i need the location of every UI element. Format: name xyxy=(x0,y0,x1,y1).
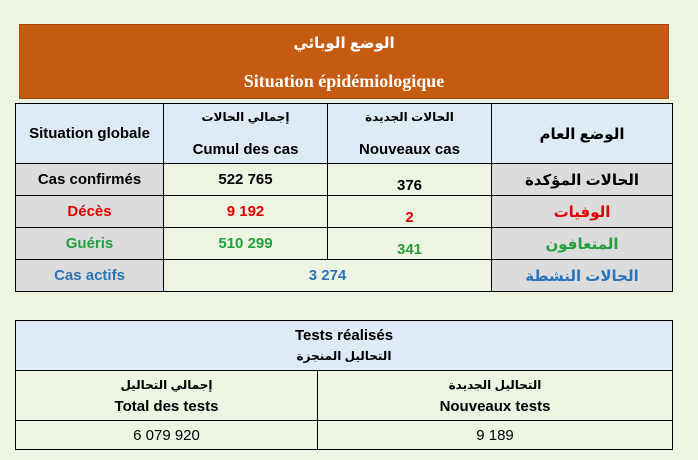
header-nouveaux-french: Nouveaux cas xyxy=(359,140,460,158)
tests-title-french: Tests réalisés xyxy=(294,326,394,344)
label-actifs-arabic: الحالات النشطة xyxy=(492,260,673,292)
header-total-arabic: إجمالي التحاليل xyxy=(120,377,213,392)
header-nouveaux-tests xyxy=(318,371,673,421)
value-cas-actifs: 3 274 xyxy=(164,260,492,292)
banner-title-french: Situation épidémiologique xyxy=(243,71,445,91)
header-total-tests xyxy=(16,371,318,421)
label-cas-confirmes: Cas confirmés xyxy=(16,164,164,196)
label-gueris-arabic: المتعافون xyxy=(492,228,673,260)
table-header-row xyxy=(16,104,673,164)
header-cumul-arabic: إجمالي الحالات xyxy=(201,109,290,124)
table-row-confirmes xyxy=(16,164,673,196)
tests-table xyxy=(15,320,673,450)
header-nouveaux-tests-french: Nouveaux tests xyxy=(439,397,551,415)
tests-title-arabic: التحاليل المنجزة xyxy=(296,348,392,363)
header-cumul-french: Cumul des cas xyxy=(192,140,299,158)
value-cumul-confirmes: 522 765 xyxy=(164,164,328,196)
value-nouveaux-tests: 9 189 xyxy=(318,421,673,450)
label-cas-actifs: Cas actifs xyxy=(16,260,164,292)
value-nouveaux-gueris: 341 xyxy=(328,228,492,260)
header-situation-globale: Situation globale xyxy=(16,104,164,164)
epidemic-situation-table xyxy=(15,103,673,292)
header-cumul-des-cas xyxy=(164,104,328,164)
table-row-gueris xyxy=(16,228,673,260)
header-situation-arabic: الوضع العام xyxy=(492,104,673,164)
label-gueris: Guéris xyxy=(16,228,164,260)
tests-values-row xyxy=(16,421,673,450)
label-confirmes-arabic: الحالات المؤكدة xyxy=(492,164,673,196)
label-deces-arabic: الوفيات xyxy=(492,196,673,228)
tests-title-row xyxy=(16,321,673,371)
value-total-tests: 6 079 920 xyxy=(16,421,318,450)
value-nouveaux-confirmes: 376 xyxy=(328,164,492,196)
value-nouveaux-deces: 2 xyxy=(328,196,492,228)
tests-header-row xyxy=(16,371,673,421)
value-cumul-deces: 9 192 xyxy=(164,196,328,228)
title-banner xyxy=(19,24,669,99)
header-nouveaux-cas xyxy=(328,104,492,164)
header-total-french: Total des tests xyxy=(114,397,219,415)
header-nouveaux-arabic: الحالات الجديدة xyxy=(365,109,454,124)
tests-title xyxy=(16,321,673,371)
value-cumul-gueris: 510 299 xyxy=(164,228,328,260)
table-row-actifs xyxy=(16,260,673,292)
banner-title-arabic: الوضع الوبائي xyxy=(293,35,395,52)
table-row-deces xyxy=(16,196,673,228)
label-deces: Décès xyxy=(16,196,164,228)
header-nouveaux-tests-arabic: التحاليل الجديدة xyxy=(448,377,542,392)
